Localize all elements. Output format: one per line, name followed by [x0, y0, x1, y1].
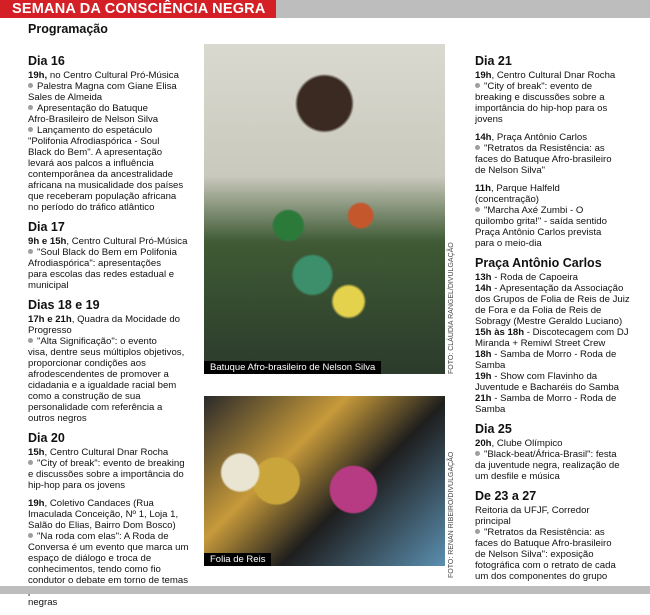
- line-text: hip-hop para os jovens: [28, 480, 126, 491]
- schedule-line: [28, 169, 198, 180]
- line-text: Salão do Elias, Bairro Dom Bosco): [28, 520, 176, 531]
- schedule-line: [475, 176, 645, 183]
- schedule-line: [28, 347, 198, 358]
- schedule-line: [28, 92, 198, 103]
- line-text: proporcionar condições aos: [28, 358, 146, 369]
- line-text: - Show com Flavinho da: [491, 371, 598, 382]
- time-label: 9h e 15h: [28, 236, 67, 247]
- schedule-line: [475, 272, 645, 283]
- schedule-line: [28, 336, 198, 347]
- line-text: Conversa é um evento que marca um: [28, 542, 189, 553]
- day-heading: Praça Antônio Carlos: [475, 256, 602, 270]
- day-heading: Dia 17: [28, 220, 65, 234]
- line-text: da juventude negra, realização de: [475, 460, 620, 471]
- schedule-line: [28, 553, 198, 564]
- line-text: dos Grupos de Folia de Reis de Juiz: [475, 294, 630, 305]
- schedule-line: [475, 338, 645, 349]
- schedule-line: [475, 438, 645, 449]
- schedule-line: [475, 327, 645, 338]
- bullet-icon: [475, 83, 480, 88]
- line-text: de Nelson Silva": exposição: [475, 549, 594, 560]
- line-text: e discussões sobre a importância do: [28, 469, 184, 480]
- line-text: no Centro Cultural Pró-Música: [47, 70, 179, 81]
- schedule-line: [28, 469, 198, 480]
- schedule-line: [28, 542, 198, 553]
- line-text: espaço de diálogo e troca de: [28, 553, 152, 564]
- line-text: - Apresentação da Associação: [491, 283, 624, 294]
- line-text: negras: [28, 597, 58, 608]
- schedule-block: [475, 256, 645, 415]
- time-label: 19h: [28, 498, 45, 509]
- line-text: jovens: [475, 114, 503, 125]
- schedule-line: [475, 316, 645, 327]
- line-text: "Retratos da Resistência: as: [484, 527, 605, 538]
- time-label: 20h: [475, 438, 492, 449]
- line-text: faces do Batuque Afro-brasileiro: [475, 154, 612, 165]
- schedule-line: [28, 564, 198, 575]
- schedule-line: [28, 114, 198, 125]
- photo-caption: Folia de Reis: [204, 553, 271, 566]
- schedule-line: [475, 471, 645, 482]
- line-text: africana na musicalidade dos países: [28, 180, 184, 191]
- time-label: 17h e 21h: [28, 314, 72, 325]
- line-text: Praça Antônio Carlos prevista: [475, 227, 602, 238]
- line-text: importância do hip-hop para os: [475, 103, 608, 114]
- time-label: 21h: [475, 393, 492, 404]
- schedule-line: [28, 520, 198, 531]
- line-text: Lançamento do espetáculo: [37, 125, 153, 136]
- page-subtitle: Programação: [28, 22, 108, 36]
- schedule-line: [475, 305, 645, 316]
- schedule-line: [475, 460, 645, 471]
- time-label: 14h: [475, 283, 492, 294]
- schedule-line: [475, 360, 645, 371]
- line-text: municipal: [28, 280, 69, 291]
- bullet-icon: [28, 127, 33, 132]
- schedule-line: [475, 283, 645, 294]
- schedule-line: [475, 382, 645, 393]
- schedule-line: [475, 505, 645, 516]
- line-text: - Samba de Morro - Roda de: [491, 349, 617, 360]
- line-text: levará aos palcos a influência: [28, 158, 154, 169]
- schedule-line: [475, 449, 645, 460]
- schedule-line: [475, 81, 645, 92]
- time-label: 19h: [475, 70, 492, 81]
- footer-bar: [0, 586, 650, 594]
- line-text: quilombo grita!" - saída sentido: [475, 216, 607, 227]
- schedule-line: [28, 158, 198, 169]
- day-heading: De 23 a 27: [475, 489, 537, 503]
- time-label: 15h às 18h: [475, 327, 525, 338]
- time-label: 15h: [28, 447, 45, 458]
- schedule-line: [28, 81, 198, 92]
- bullet-icon: [475, 529, 480, 534]
- time-label: 13h: [475, 272, 492, 283]
- schedule-line: [475, 571, 645, 582]
- schedule-line: [28, 103, 198, 114]
- line-text: Juventude e Bacharéis do Samba: [475, 382, 619, 393]
- schedule-block: [28, 431, 198, 608]
- schedule-line: [28, 458, 198, 469]
- line-text: "City of break": evento de: [484, 81, 593, 92]
- line-text: Imaculada Conceição, Nº 1, Loja 1,: [28, 509, 179, 520]
- schedule-line: [475, 404, 645, 415]
- line-text: Black do Bem". A apresentação: [28, 147, 163, 158]
- time-label: 19h,: [28, 70, 48, 81]
- line-text: principal: [475, 516, 511, 527]
- bullet-icon: [475, 451, 480, 456]
- schedule-line: [28, 269, 198, 280]
- schedule-block: [475, 489, 645, 582]
- line-text: faces do Batuque Afro-brasileiro: [475, 538, 612, 549]
- line-text: , Centro Cultural Dnar Rocha: [44, 447, 169, 458]
- schedule-line: [475, 143, 645, 154]
- schedule-line: [475, 371, 645, 382]
- photo-batuque: [204, 44, 445, 374]
- schedule-line: [475, 538, 645, 549]
- schedule-line: [28, 180, 198, 191]
- time-label: 18h: [475, 349, 492, 360]
- line-text: "Polifonia Afrodiaspórica - Soul: [28, 136, 160, 147]
- line-text: , Clube Olímpico: [491, 438, 563, 449]
- line-text: Sales de Almeida: [28, 92, 103, 103]
- line-text: Samba: [475, 404, 506, 415]
- schedule-line: [28, 325, 198, 336]
- line-text: , Centro Cultural Dnar Rocha: [491, 70, 616, 81]
- line-text: , Praça Antônio Carlos: [491, 132, 588, 143]
- line-text: "Alta Significação": o evento: [37, 336, 157, 347]
- line-text: "Retratos da Resistência: as: [484, 143, 605, 154]
- schedule-line: [28, 531, 198, 542]
- day-heading: Dias 18 e 19: [28, 298, 100, 312]
- bullet-icon: [475, 145, 480, 150]
- line-text: um desfile e música: [475, 471, 560, 482]
- schedule-line: [28, 247, 198, 258]
- schedule-line: [475, 294, 645, 305]
- line-text: cidadania e a igualdade racial bem: [28, 380, 177, 391]
- line-text: personalidade com referência a: [28, 402, 163, 413]
- line-text: Afrodiaspórica": apresentações: [28, 258, 161, 269]
- schedule-line: [475, 205, 645, 216]
- schedule-line: [28, 70, 198, 81]
- photo-credit: FOTO: RENAN RIBEIRO/DIVULGAÇÃO: [448, 451, 455, 578]
- schedule-line: [475, 92, 645, 103]
- schedule-line: [475, 549, 645, 560]
- schedule-line: [28, 391, 198, 402]
- bullet-icon: [28, 83, 33, 88]
- line-text: visa, dentre seus múltiplos objetivos,: [28, 347, 185, 358]
- photo-folia-de-reis: [204, 396, 445, 566]
- photo-caption: Batuque Afro-brasileiro de Nelson Silva: [204, 361, 381, 374]
- schedule-line: [475, 516, 645, 527]
- line-text: - Samba de Morro - Roda de: [491, 393, 617, 404]
- schedule-line: [28, 191, 198, 202]
- day-heading: Dia 20: [28, 431, 65, 445]
- line-text: condutor o debate em torno de temas: [28, 575, 188, 586]
- line-text: conhecimentos, tendo como fio: [28, 564, 161, 575]
- schedule-line: [475, 560, 645, 571]
- schedule-line: [28, 597, 198, 608]
- schedule-line: [28, 258, 198, 269]
- bullet-icon: [28, 533, 33, 538]
- schedule-line: [475, 154, 645, 165]
- line-text: "Marcha Axé Zumbi - O: [484, 205, 584, 216]
- bullet-icon: [28, 105, 33, 110]
- line-text: Progresso: [28, 325, 72, 336]
- line-text: para escolas das redes estadual e: [28, 269, 175, 280]
- schedule-line: [475, 183, 645, 194]
- schedule-line: [475, 114, 645, 125]
- schedule-line: [475, 194, 645, 205]
- line-text: no período do tráfico atlântico: [28, 202, 155, 213]
- schedule-line: [475, 165, 645, 176]
- line-text: breaking e discussões sobre a: [475, 92, 605, 103]
- line-text: fotográfica com o retrato de cada: [475, 560, 616, 571]
- schedule-line: [475, 349, 645, 360]
- line-text: , Quadra da Mocidade do: [71, 314, 181, 325]
- day-heading: Dia 16: [28, 54, 65, 68]
- bullet-icon: [28, 460, 33, 465]
- schedule-line: [475, 125, 645, 132]
- line-text: outros negros: [28, 413, 87, 424]
- schedule-block: [28, 298, 198, 424]
- line-text: um dos componentes do grupo: [475, 571, 608, 582]
- time-label: 14h: [475, 132, 492, 143]
- schedule-line: [475, 70, 645, 81]
- schedule-line: [28, 280, 198, 291]
- line-text: , Centro Cultural Pró-Música: [66, 236, 188, 247]
- schedule-line: [28, 413, 198, 424]
- line-text: , Parque Halfeld: [491, 183, 560, 194]
- page-title: SEMANA DA CONSCIÊNCIA NEGRA: [0, 0, 276, 18]
- line-text: "Soul Black do Bem em Polifonia: [37, 247, 177, 258]
- line-text: Reitoria da UFJF, Corredor: [475, 505, 590, 516]
- schedule-line: [28, 202, 198, 213]
- line-text: como a construção de sua: [28, 391, 141, 402]
- line-text: Miranda + Remiwl Street Crew: [475, 338, 606, 349]
- line-text: de Nelson Silva": [475, 165, 546, 176]
- line-text: Samba: [475, 360, 506, 371]
- schedule-line: [475, 103, 645, 114]
- line-text: contemporânea da ancestralidade: [28, 169, 174, 180]
- line-text: Afro-Brasileiro de Nelson Silva: [28, 114, 159, 125]
- bullet-icon: [28, 338, 33, 343]
- schedule-line: [475, 227, 645, 238]
- schedule-block: [475, 422, 645, 482]
- line-text: - Discotecagem com DJ: [524, 327, 629, 338]
- photo-credit: FOTO: CLÁUDIA RANGEL/DIVULGAÇÃO: [448, 242, 455, 374]
- schedule-line: [28, 147, 198, 158]
- line-text: Apresentação do Batuque: [37, 103, 148, 114]
- schedule-block: [28, 220, 198, 291]
- schedule-line: [28, 491, 198, 498]
- schedule-block: [475, 54, 645, 249]
- schedule-line: [28, 125, 198, 136]
- bullet-icon: [475, 207, 480, 212]
- schedule-line: [28, 369, 198, 380]
- schedule-line: [28, 136, 198, 147]
- schedule-line: [28, 509, 198, 520]
- day-heading: Dia 25: [475, 422, 512, 436]
- line-text: Palestra Magna com Giane Elisa: [37, 81, 177, 92]
- schedule-line: [28, 236, 198, 247]
- line-text: de Fora e da Folia de Reis de: [475, 305, 602, 316]
- line-text: afrodescendentes de promover a: [28, 369, 169, 380]
- line-text: "City of break": evento de breaking: [37, 458, 185, 469]
- right-schedule-column: [475, 54, 645, 589]
- schedule-line: [475, 132, 645, 143]
- schedule-line: [28, 447, 198, 458]
- schedule-line: [475, 393, 645, 404]
- day-heading: Dia 21: [475, 54, 512, 68]
- schedule-block: [28, 54, 198, 213]
- line-text: , Coletivo Candaces (Rua: [44, 498, 154, 509]
- schedule-line: [28, 402, 198, 413]
- schedule-line: [28, 314, 198, 325]
- schedule-line: [28, 358, 198, 369]
- time-label: 19h: [475, 371, 492, 382]
- line-text: (concentração): [475, 194, 539, 205]
- line-text: Sobragy (Mestre Geraldo Luciano): [475, 316, 623, 327]
- schedule-line: [28, 380, 198, 391]
- line-text: para o meio-dia: [475, 238, 542, 249]
- schedule-line: [475, 527, 645, 538]
- line-text: "Black-beat/África-Brasil": festa: [484, 449, 617, 460]
- schedule-line: [28, 498, 198, 509]
- schedule-line: [475, 216, 645, 227]
- line-text: - Roda de Capoeira: [491, 272, 578, 283]
- schedule-line: [28, 480, 198, 491]
- left-schedule-column: [28, 54, 198, 615]
- line-text: que receberam população africana: [28, 191, 177, 202]
- schedule-line: [475, 238, 645, 249]
- time-label: 11h: [475, 183, 492, 194]
- line-text: "Na roda com elas": A Roda de: [37, 531, 169, 542]
- bullet-icon: [28, 249, 33, 254]
- schedule-line: [28, 575, 198, 586]
